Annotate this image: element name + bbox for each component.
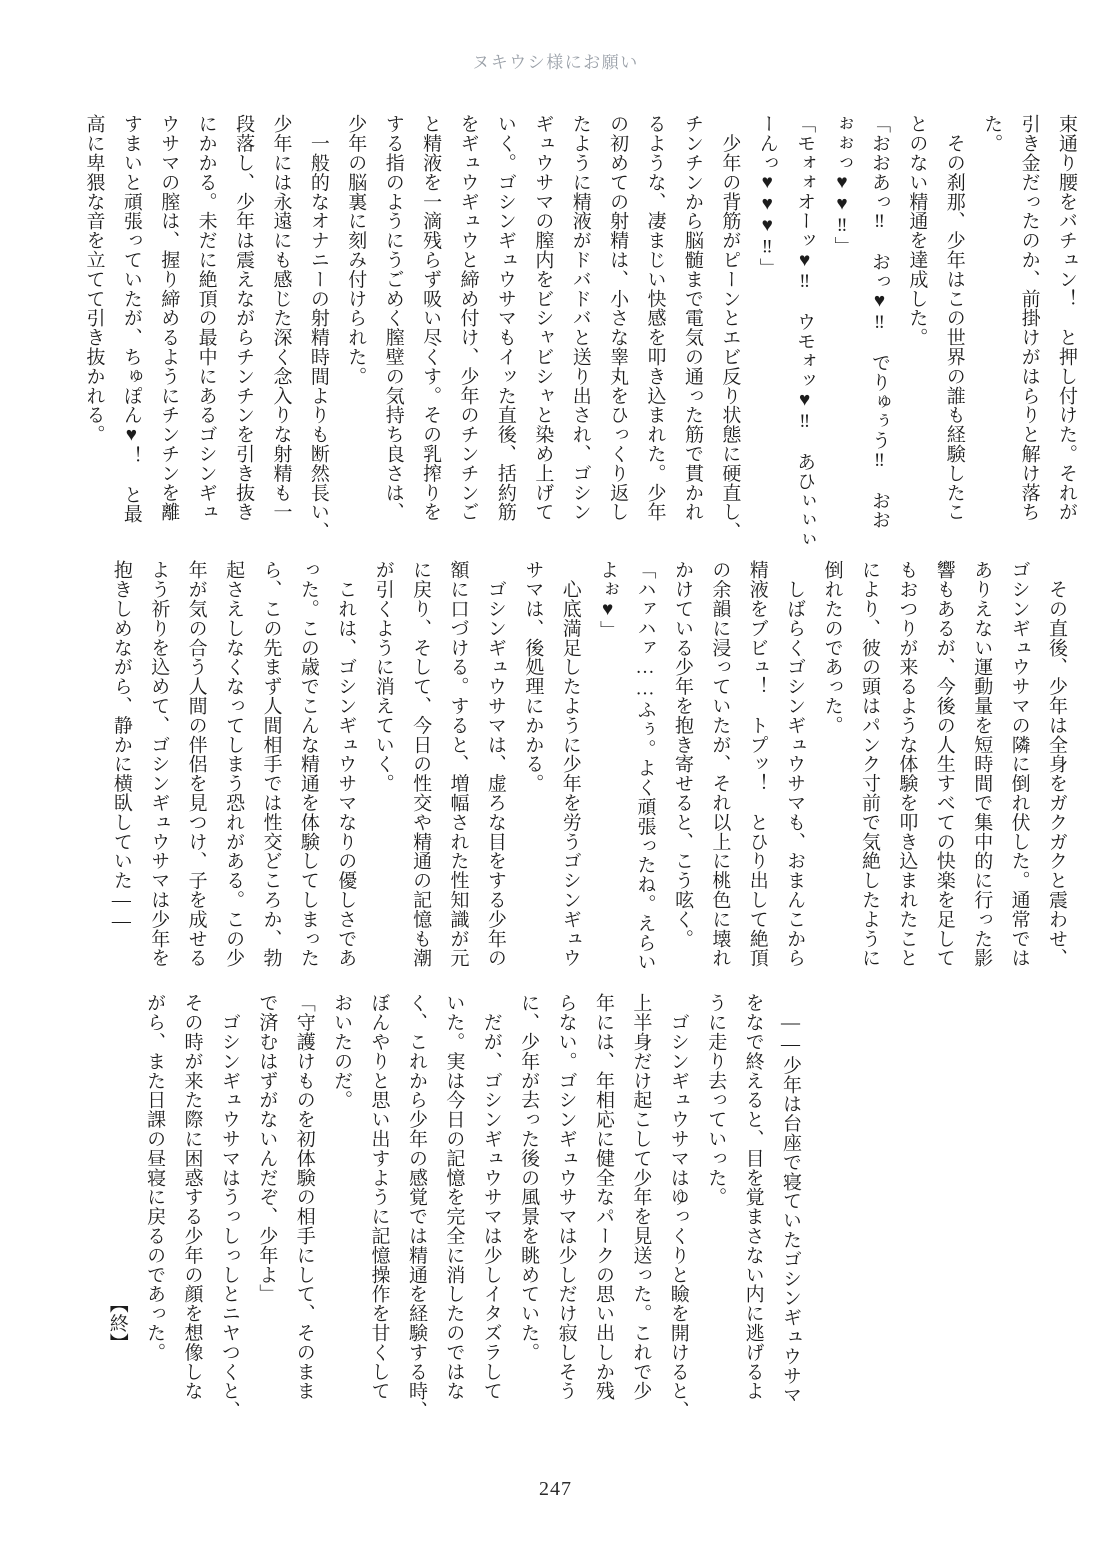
text-line: により、彼の頭はパンク寸前で気絶したように — [858, 560, 880, 968]
text-line: ぉぉっ♥♥‼」 — [831, 114, 853, 256]
text-line: に、少年が去った後の風景を眺めていた。 — [518, 993, 540, 1362]
text-line: よぉ♥」 — [597, 560, 619, 640]
text-line: 年には、年相応に健全なパークの思い出しか残 — [592, 993, 614, 1401]
text-line: だが、ゴシンギュウサマは少しイタズラして — [480, 993, 502, 1401]
text-line: 引き金だったのか、前掛けがはらりと解け落ち — [1018, 114, 1040, 522]
text-line: 【終】 — [106, 993, 128, 1353]
text-line: ゴシンギュウサマは、虚ろな目をする少年の — [484, 560, 506, 968]
text-line: かけている少年を抱き寄せると、こう呟く。 — [671, 560, 693, 948]
text-line: よう祈りを込めて、ゴシンギュウサマは少年を — [148, 560, 170, 968]
text-line: ありえない運動量を短時間で集中的に行った影 — [971, 560, 993, 968]
text-line: るような、凄まじい快感を叩き込まれた。少年 — [644, 114, 666, 522]
text-line: 「おおあっ‼ おっ♥‼ でりゅぅう‼ おお — [868, 114, 890, 530]
text-line: ギュウサマの膣内をビシャビシャと染め上げて — [532, 114, 554, 522]
text-line: ゴシンギュウサマはうっしっしとニヤつくと、 — [218, 993, 240, 1420]
text-line: 「ハァハァ……ふぅ。よく頑張ったね。えらい — [634, 560, 656, 972]
text-line: サマは、後処理にかかる。 — [522, 560, 544, 793]
text-line: もおつりが来るような体験を叩き込まれたこと — [896, 560, 918, 968]
text-line: 少年の背筋がピーンとエビ反り状態に硬直し、 — [719, 114, 741, 541]
text-line: ゴシンギュウサマはゆっくりと瞼を開けると、 — [667, 993, 689, 1420]
text-line: 額に口づける。すると、増幅された性知識が元 — [447, 560, 469, 968]
text-line: く、これから少年の感覚では精通を経験する時、 — [405, 993, 427, 1420]
text-line: いた。実は今日の記憶を完全に消したのではな — [443, 993, 465, 1401]
text-line: ら、この先まず人間相手では性交どころか、勃 — [260, 560, 282, 968]
text-line: ――少年は台座で寝ていたゴシンギュウサマ — [780, 993, 801, 1405]
text-line: 高に卑猥な音を立てて引き抜かれる。 — [83, 114, 105, 444]
text-line: 「守護けものを初体験の相手にして、そのまま — [293, 993, 315, 1401]
text-line: 段落し、少年は震えながらチンチンを引き抜き — [233, 114, 255, 522]
page-number: 247 — [539, 1478, 572, 1500]
text-line: をギュウギュウと締め付け、少年のチンチンご — [457, 114, 479, 522]
text-line: 精液をブビュ！ トプッ！ とひり出して絶頂 — [746, 560, 768, 968]
text-line: で済むはずがないんだぞ、少年よ」 — [256, 993, 278, 1304]
text-line: その刹那、少年はこの世界の誰も経験したこ — [943, 114, 965, 522]
text-line: ウサマの膣は、握り締めるようにチンチンを離 — [158, 114, 180, 522]
text-line: がら、また日課の昼寝に戻るのであった。 — [144, 993, 166, 1362]
text-line: いく。ゴシンギュウサマもイッた直後、括約筋 — [494, 114, 516, 522]
text-line: その直後、少年は全身をガクガクと震わせ、 — [1046, 560, 1067, 968]
text-line: 少年には永遠にも感じた深く念入りな射精も一 — [270, 114, 292, 522]
text-block-top — [75, 114, 1085, 556]
text-block-middle — [102, 560, 1075, 1002]
text-line: これは、ゴシンギュウサマなりの優しさであ — [335, 560, 357, 968]
text-line: た。 — [981, 114, 1003, 153]
text-line: 上半身だけ起こして少年を見送った。これで少 — [630, 993, 652, 1401]
text-line: った。この歳でこんな精通を体験してしまった — [297, 560, 319, 968]
text-line: 束通り腰をバチュン！ と押し付けた。それが — [1056, 114, 1077, 522]
text-line: しばらくゴシンギュウサマも、おまんこから — [784, 560, 806, 968]
text-line: とのない精通を達成した。 — [906, 114, 928, 347]
text-line: をなで終えると、目を覚まさない内に逃げるよ — [742, 993, 764, 1401]
text-line: する指のようにうごめく膣壁の気持ち良さは、 — [382, 114, 404, 522]
text-line: その時が来た際に困惑する少年の顔を想像しな — [181, 993, 203, 1401]
running-header: ヌキウシ様にお願い — [472, 53, 639, 72]
text-line: 響もあるが、今後の人生すべての快楽を足して — [933, 560, 955, 968]
text-line: うに走り去っていった。 — [705, 993, 727, 1207]
text-line: 抱きしめながら、静かに横臥していた―― — [110, 560, 132, 933]
text-line: 倒れたのであった。 — [821, 560, 843, 735]
text-line: ーんっ♥♥♥‼」 — [756, 114, 778, 278]
text-line: 少年の脳裏に刻み付けられた。 — [345, 114, 367, 386]
text-line: の初めての射精は、小さな睾丸をひっくり返し — [607, 114, 629, 522]
text-line: おいたのだ。 — [331, 993, 353, 1110]
text-line: が引くように消えていく。 — [372, 560, 394, 793]
text-line: に戻り、そして、今日の性交や精通の記憶も潮 — [410, 560, 432, 968]
text-line: 一般的なオナニーの射精時間よりも断然長い、 — [307, 114, 329, 541]
text-line: の余韻に浸っていたが、それ以上に桃色に壊れ — [709, 560, 731, 968]
text-line: にかかる。未だに絶頂の最中にあるゴシンギュ — [195, 114, 217, 522]
text-line: と精液を一滴残らず吸い尽くす。その乳搾りを — [420, 114, 442, 522]
text-line: 年が気の合う人間の伴侶を見つけ、子を成せる — [185, 560, 207, 968]
text-line: 心底満足したように少年を労うゴシンギュウ — [559, 560, 581, 968]
text-line: らない。ゴシンギュウサマは少しだけ寂しそう — [555, 993, 577, 1401]
text-line: ぼんやりと思い出すように記憶操作を甘くして — [368, 993, 390, 1401]
text-block-bottom — [98, 993, 809, 1435]
text-line: 起さえしなくなってしまう恐れがある。この少 — [223, 560, 245, 968]
text-line: チンチンから脳髄まで電気の通った筋で貫かれ — [681, 114, 703, 522]
text-line: ゴシンギュウサマの隣に倒れ伏した。通常では — [1008, 560, 1030, 968]
text-line: たように精液がドバドバと送り出され、ゴシン — [569, 114, 591, 522]
text-line: すまいと頑張っていたが、ちゅぽん♥！ と最 — [120, 114, 142, 524]
text-line: 「モォォオーッ♥‼ ウモォッ♥‼ あひぃぃぃ — [794, 114, 816, 549]
